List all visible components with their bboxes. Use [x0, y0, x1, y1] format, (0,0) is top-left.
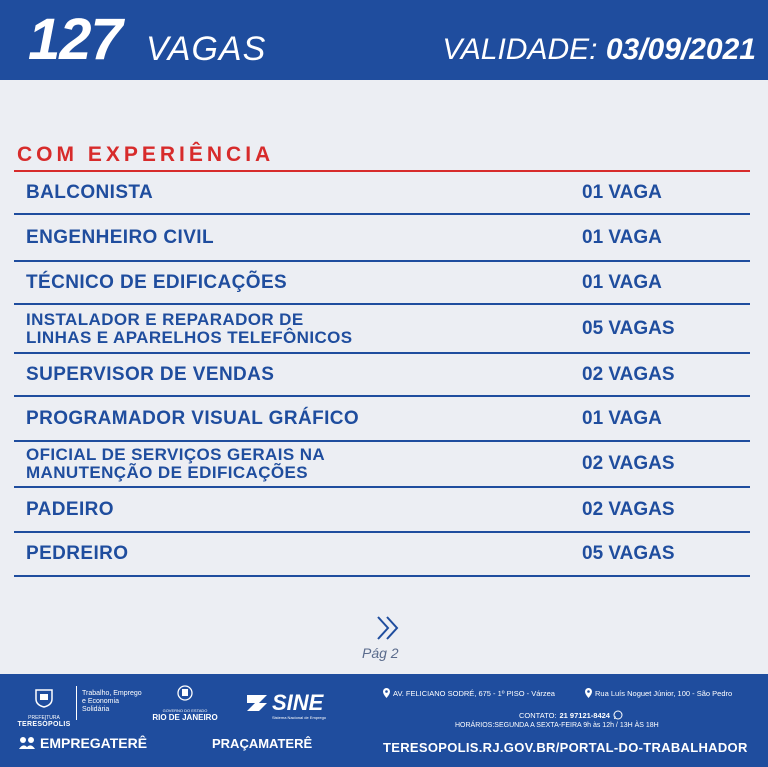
vacancy-count-label: VAGAS	[146, 30, 267, 68]
job-row	[14, 262, 750, 305]
address-primary	[383, 688, 555, 698]
prefeitura-small: PREFEITURA	[28, 715, 60, 721]
job-title	[26, 305, 353, 352]
job-title	[26, 533, 128, 575]
job-list	[14, 172, 750, 577]
job-row	[14, 397, 750, 442]
job-title	[26, 397, 359, 440]
logo-divider	[76, 686, 77, 720]
job-row	[14, 215, 750, 262]
job-vacancies: 01 VAGA	[582, 181, 662, 203]
header-banner	[0, 0, 768, 80]
pracamatere-logo: PRAÇAMATERÊ	[212, 736, 313, 751]
prefeitura-name: TERESÓPOLIS	[17, 721, 71, 728]
handshake-icon	[18, 736, 36, 750]
job-title	[26, 262, 287, 303]
job-title	[26, 442, 325, 486]
state-emblem-icon	[176, 684, 194, 702]
gov-small: GOVERNO DO ESTADO	[162, 708, 208, 713]
opening-hours: HORÁRIOS:SEGUNDA A SEXTA-FEIRA 9h às 12h / 13H ÀS 18H	[455, 722, 659, 729]
job-row	[14, 172, 750, 215]
contact-phone: 21 97121-8424	[559, 710, 610, 720]
location-pin-icon	[383, 688, 390, 698]
prefeitura-logo	[14, 686, 74, 728]
gov-rj-logo	[152, 684, 218, 722]
job-vacancies: 02 VAGAS	[582, 498, 675, 520]
job-vacancies: 05 VAGAS	[582, 543, 675, 564]
contact-label: CONTATO:	[519, 710, 557, 720]
whatsapp-icon	[613, 710, 623, 720]
job-vacancies: 01 VAGA	[582, 271, 662, 293]
website-link[interactable]: TERESOPOLIS.RJ.GOV.BR/PORTAL-DO-TRABALHADOR	[383, 740, 748, 755]
secretaria-line: Solidária	[82, 706, 110, 713]
location-pin-icon	[585, 688, 592, 698]
empregatere-logo	[18, 735, 147, 751]
validity-label: VALIDADE:	[442, 33, 598, 66]
double-chevron-right-icon[interactable]	[374, 614, 404, 642]
job-title	[26, 488, 114, 531]
vacancy-count: 127	[28, 7, 122, 72]
job-title	[26, 172, 153, 213]
footer	[0, 674, 768, 767]
job-vacancies: 05 VAGAS	[582, 317, 675, 339]
job-vacancies: 02 VAGAS	[582, 363, 675, 385]
job-row	[14, 533, 750, 577]
job-title-line: OFICIAL DE SERVIÇOS GERAIS NA	[26, 445, 326, 464]
section-title: COM EXPERIÊNCIA	[17, 143, 275, 166]
sine-mark-icon	[245, 692, 269, 714]
job-vacancies: 02 VAGAS	[582, 453, 675, 474]
job-title-line: INSTALADOR E REPARADOR DE	[26, 309, 304, 329]
sine-text: SINE	[272, 690, 324, 715]
sine-subtitle: Sistema Nacional de Emprego	[272, 715, 327, 720]
secretaria-label	[82, 690, 142, 714]
address-primary-text: AV. FELICIANO SODRÉ, 675 - 1º PISO - Várzea	[393, 688, 555, 698]
job-title-line: BALCONISTA	[26, 181, 154, 203]
job-vacancies: 01 VAGA	[582, 407, 662, 429]
job-vacancies: 01 VAGA	[582, 226, 662, 248]
job-title-line: PADEIRO	[26, 498, 114, 520]
address-secondary	[585, 688, 732, 698]
empregatere-text: EMPREGATERÊ	[40, 735, 148, 751]
validity	[442, 33, 756, 67]
job-title-line: ENGENHEIRO CIVIL	[26, 226, 214, 248]
address-secondary-text: Rua Luís Noguet Júnior, 100 - São Pedro	[595, 688, 733, 698]
contact	[519, 710, 623, 720]
job-title-line: SUPERVISOR DE VENDAS	[26, 363, 275, 385]
job-title-line: TÉCNICO DE EDIFICAÇÕES	[26, 271, 288, 293]
job-title-line: PROGRAMADOR VISUAL GRÁFICO	[26, 407, 360, 429]
job-title-line: MANUTENÇÃO DE EDIFICAÇÕES	[26, 463, 309, 482]
job-title-line: PEDREIRO	[26, 543, 129, 564]
job-row	[14, 442, 750, 488]
validity-date: 03/09/2021	[605, 33, 756, 66]
page-label: Pág 2	[362, 645, 399, 661]
city-emblem-icon	[33, 686, 55, 708]
job-title	[26, 354, 274, 395]
secretaria-line: e Economia	[82, 698, 119, 705]
gov-name: RIO DE JANEIRO	[152, 713, 218, 722]
job-title-line: LINHAS E APARELHOS TELEFÔNICOS	[26, 327, 353, 347]
job-title	[26, 215, 214, 260]
secretaria-line: Trabalho, Emprego	[82, 690, 142, 697]
job-row	[14, 305, 750, 354]
job-row	[14, 354, 750, 397]
job-row	[14, 488, 750, 533]
